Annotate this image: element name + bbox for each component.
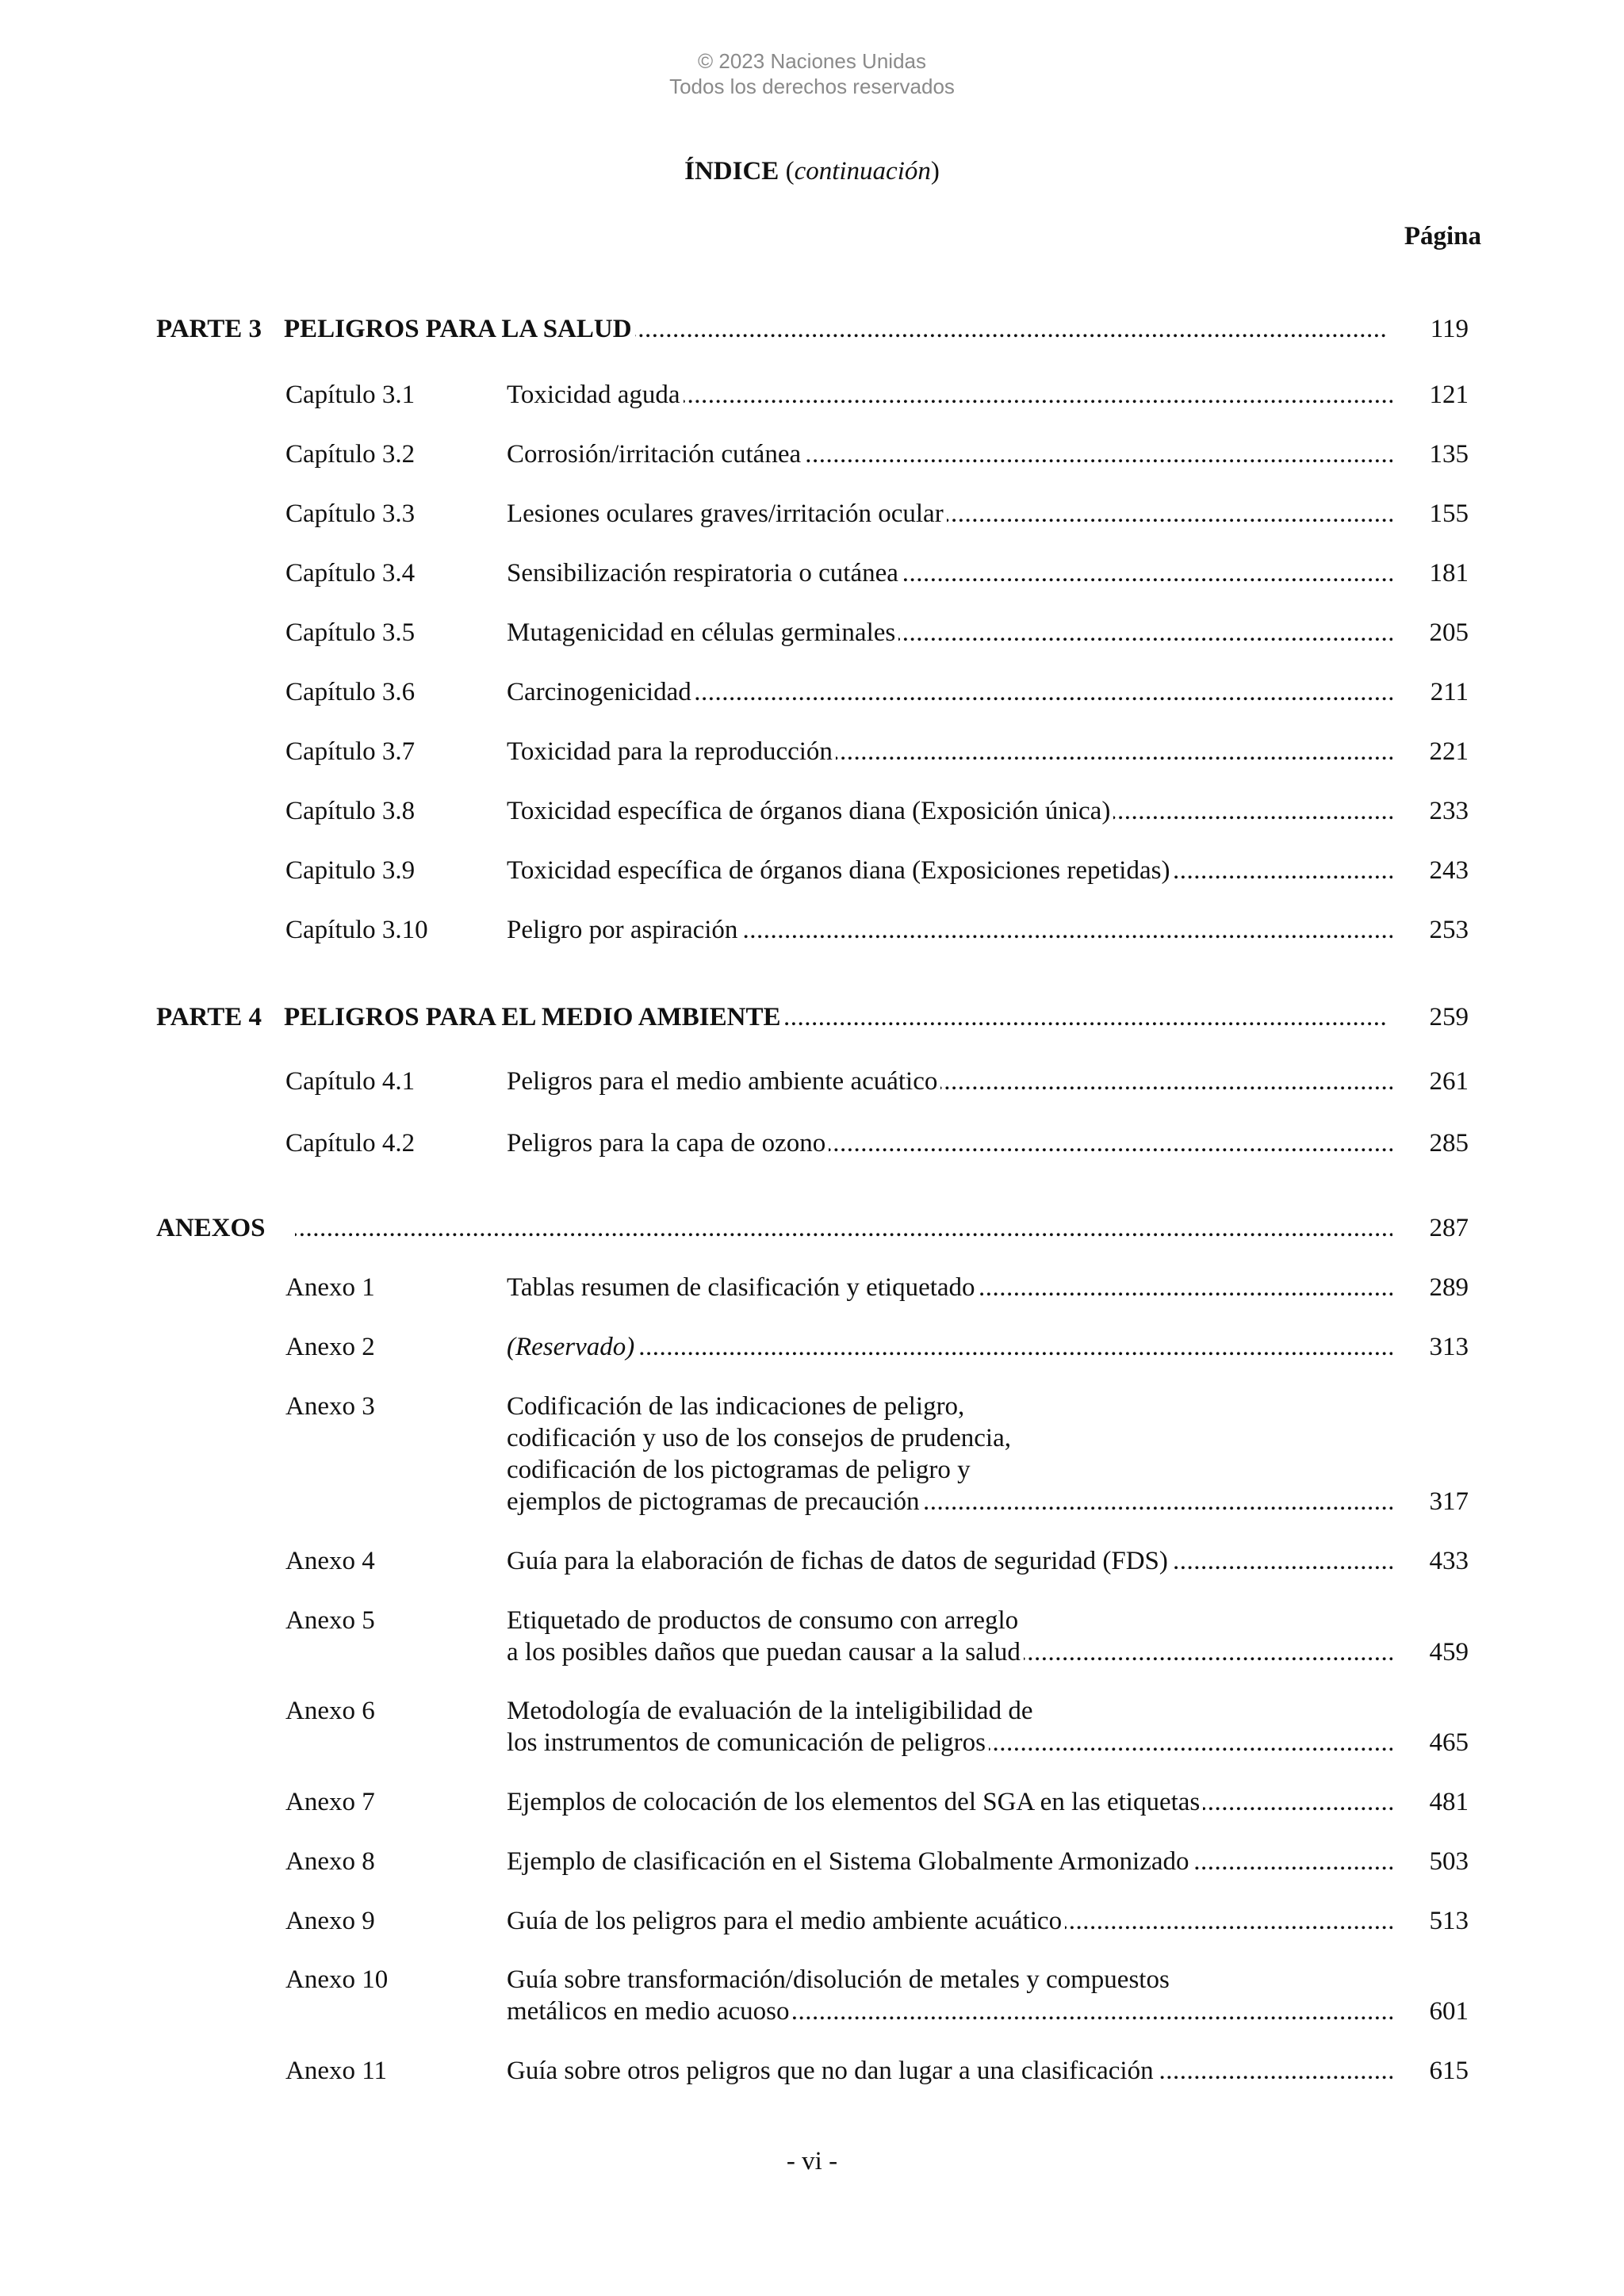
entry-label: Capítulo 3.3: [285, 499, 416, 528]
page-number: 205: [1429, 618, 1469, 647]
page-number: 287: [1429, 1214, 1469, 1242]
entry-label: Anexo 1: [285, 1273, 375, 1302]
entry-title: ejemplos de pictogramas de precaución .....: [507, 1486, 1392, 1517]
entry-title: Carcinogenicidad .....: [507, 676, 1392, 708]
entry-title: Ejemplo de clasificación en el Sistema Globalmente Armonizado .....: [507, 1846, 1392, 1877]
entry-label: Anexo 10: [285, 1965, 389, 1994]
page-number: 121: [1429, 381, 1469, 409]
entry-label: Anexo 6: [285, 1697, 375, 1725]
page-number: 233: [1429, 797, 1469, 825]
entry-title: Corrosión/irritación cutánea .....: [507, 438, 1392, 470]
page-number: 221: [1429, 737, 1469, 766]
page-number: 313: [1429, 1333, 1469, 1361]
entry-title: (Reservado) .....: [507, 1331, 1392, 1363]
page-number: 481: [1429, 1788, 1469, 1816]
page-number: 181: [1429, 559, 1469, 587]
part-label: PARTE 4: [156, 1003, 262, 1031]
entry-label: Anexo 7: [285, 1788, 375, 1816]
page-number: 285: [1429, 1129, 1469, 1158]
page-number: 459: [1429, 1638, 1469, 1667]
entry-label: Anexo 3: [285, 1392, 375, 1421]
page-number: 513: [1429, 1907, 1469, 1935]
entry-label: Anexo 2: [285, 1333, 375, 1361]
page-number: 503: [1429, 1847, 1469, 1876]
title-main: ÍNDICE: [684, 157, 779, 186]
entry-title: Guía de los peligros para el medio ambiente acuático .....: [507, 1905, 1392, 1937]
entry-title: Toxicidad específica de órganos diana (Exposición única) .....: [507, 795, 1392, 827]
page-title: [0, 154, 1624, 189]
part-label: ANEXOS: [156, 1214, 266, 1242]
entry-title: a los posibles daños que puedan causar a la salud .....: [507, 1636, 1392, 1668]
entry-title: Toxicidad para la reproducción .....: [507, 736, 1392, 767]
page-number: 615: [1429, 2057, 1469, 2085]
entry-title: Tablas resumen de clasificación y etiquetado .....: [507, 1272, 1392, 1303]
page-number: 259: [1429, 1003, 1469, 1031]
entry-title-line: codificación y uso de los consejos de prudencia,: [507, 1424, 1011, 1452]
entry-label: Capítulo 3.6: [285, 678, 416, 706]
page-number: 243: [1429, 856, 1469, 885]
part-title: PELIGROS PARA LA SALUD .....: [284, 313, 1386, 345]
entry-label: Capítulo 3.8: [285, 797, 416, 825]
page-number: 253: [1429, 916, 1469, 944]
page-number: 261: [1429, 1067, 1469, 1096]
entry-title-line: Guía sobre transformación/disolución de metales y compuestos: [507, 1965, 1170, 1994]
entry-title: Sensibilización respiratoria o cutánea .....: [507, 557, 1392, 589]
entry-title: Lesiones oculares graves/irritación ocular .....: [507, 498, 1392, 530]
page-number: 155: [1429, 499, 1469, 528]
entry-title-line: Etiquetado de productos de consumo con arreglo: [507, 1606, 1019, 1635]
entry-label: Capítulo 4.1: [285, 1067, 416, 1096]
entry-label: Anexo 8: [285, 1847, 375, 1876]
entry-label: Capítulo 3.10: [285, 916, 428, 944]
page-number: 465: [1429, 1728, 1469, 1757]
entry-label: Capítulo 3.1: [285, 381, 416, 409]
entry-title: Toxicidad aguda .....: [507, 379, 1392, 411]
page-column-header: Página: [1404, 222, 1481, 251]
entry-label: Anexo 5: [285, 1606, 375, 1635]
page-number: 211: [1430, 678, 1469, 706]
entry-title: Peligros para el medio ambiente acuático .....: [507, 1066, 1392, 1097]
page-number: 289: [1429, 1273, 1469, 1302]
entry-title-line: Metodología de evaluación de la inteligibilidad de: [507, 1697, 1033, 1725]
entry-title-line: Codificación de las indicaciones de peligro,: [507, 1392, 965, 1421]
entry-title: Toxicidad específica de órganos diana (Exposiciones repetidas) .....: [507, 855, 1392, 886]
part-title: PELIGROS PARA EL MEDIO AMBIENTE .....: [284, 1001, 1386, 1033]
entry-title: metálicos en medio acuoso .....: [507, 1996, 1392, 2027]
page-number: 119: [1430, 315, 1469, 343]
entry-title-line: codificación de los pictogramas de peligro y: [507, 1456, 971, 1484]
entry-title: Ejemplos de colocación de los elementos del SGA en las etiquetas .....: [507, 1786, 1392, 1818]
entry-title: Guía sobre otros peligros que no dan lugar a una clasificación .....: [507, 2055, 1392, 2087]
page-number: 433: [1429, 1547, 1469, 1575]
part-label: PARTE 3: [156, 315, 262, 343]
title-paren-close: ): [930, 157, 940, 186]
entry-label: Anexo 4: [285, 1547, 375, 1575]
title-suffix: continuación: [794, 157, 931, 186]
page-number: 601: [1429, 1997, 1469, 2026]
entry-title: Mutagenicidad en células germinales .....: [507, 617, 1392, 649]
entry-label: Capítulo 4.2: [285, 1129, 416, 1158]
entry-label: Anexo 11: [285, 2057, 388, 2085]
entry-label: Capítulo 3.4: [285, 559, 416, 587]
page-number: 135: [1429, 440, 1469, 469]
entry-label: Capítulo 3.5: [285, 618, 416, 647]
copyright-line-1: © 2023 Naciones Unidas: [698, 49, 926, 73]
entry-label: Capitulo 3.9: [285, 856, 416, 885]
entry-title: Peligro por aspiración .....: [507, 914, 1392, 946]
entry-title: Peligros para la capa de ozono .....: [507, 1127, 1392, 1159]
entry-title: los instrumentos de comunicación de peligros .....: [507, 1727, 1392, 1758]
page-number: 317: [1429, 1487, 1469, 1516]
copyright-line-2: Todos los derechos reservados: [669, 75, 955, 98]
title-paren-open: (: [779, 157, 795, 186]
page-number-footer: - vi -: [786, 2147, 838, 2175]
entry-label: Anexo 9: [285, 1907, 375, 1935]
entry-title: Guía para la elaboración de fichas de datos de seguridad (FDS) .....: [507, 1545, 1392, 1577]
entry-label: Capítulo 3.7: [285, 737, 416, 766]
part-leader: [292, 1212, 1392, 1244]
entry-label: Capítulo 3.2: [285, 440, 416, 469]
